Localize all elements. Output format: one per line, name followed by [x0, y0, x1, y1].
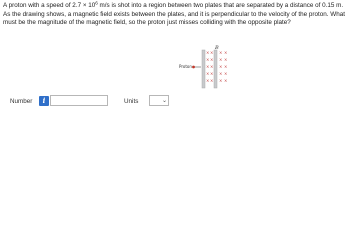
proton-plates-diagram: [178, 44, 236, 94]
speed-exponent: 6: [95, 0, 98, 6]
units-dropdown[interactable]: [149, 95, 169, 106]
proton-dot: [192, 66, 195, 69]
number-input[interactable]: [50, 95, 108, 106]
problem-text-part1: A proton with a speed of 2.7 × 10: [3, 2, 96, 9]
problem-text-part2: m/s is shot into a region between two plates that are separated by a distance of 0.15 m. As the drawing shows, a magnetic field exists between the plates, and it is perpendicular to the velocity of the proton. What must be the magnitude of the magnetic field, so the proton just misses colliding with the opposite plate?: [3, 2, 345, 27]
number-label: Number: [10, 98, 33, 105]
svg-text:×: ×: [210, 78, 214, 83]
svg-text:×: ×: [219, 57, 223, 62]
svg-text:×: ×: [224, 57, 228, 62]
svg-text:×: ×: [219, 64, 223, 69]
svg-text:×: ×: [206, 50, 210, 55]
svg-text:×: ×: [224, 50, 228, 55]
svg-text:×: ×: [206, 64, 210, 69]
proton-label: Proton: [179, 64, 192, 69]
left-plate: [202, 50, 205, 88]
right-plate: [214, 50, 217, 88]
svg-text:×: ×: [206, 57, 210, 62]
svg-text:×: ×: [206, 78, 210, 83]
svg-text:×: ×: [219, 50, 223, 55]
svg-text:×: ×: [210, 50, 214, 55]
units-label: Units: [124, 98, 139, 105]
info-icon[interactable]: i: [39, 96, 49, 106]
svg-text:×: ×: [210, 71, 214, 76]
field-label: B: [215, 45, 219, 51]
svg-text:×: ×: [210, 64, 214, 69]
svg-text:×: ×: [206, 71, 210, 76]
svg-text:×: ×: [210, 57, 214, 62]
svg-text:×: ×: [219, 71, 223, 76]
answer-row: [0, 94, 350, 112]
svg-text:×: ×: [224, 64, 228, 69]
svg-text:×: ×: [224, 71, 228, 76]
svg-text:×: ×: [219, 78, 223, 83]
svg-text:×: ×: [224, 78, 228, 83]
chevron-down-icon: ⌄: [161, 98, 167, 104]
problem-statement: [3, 2, 347, 28]
